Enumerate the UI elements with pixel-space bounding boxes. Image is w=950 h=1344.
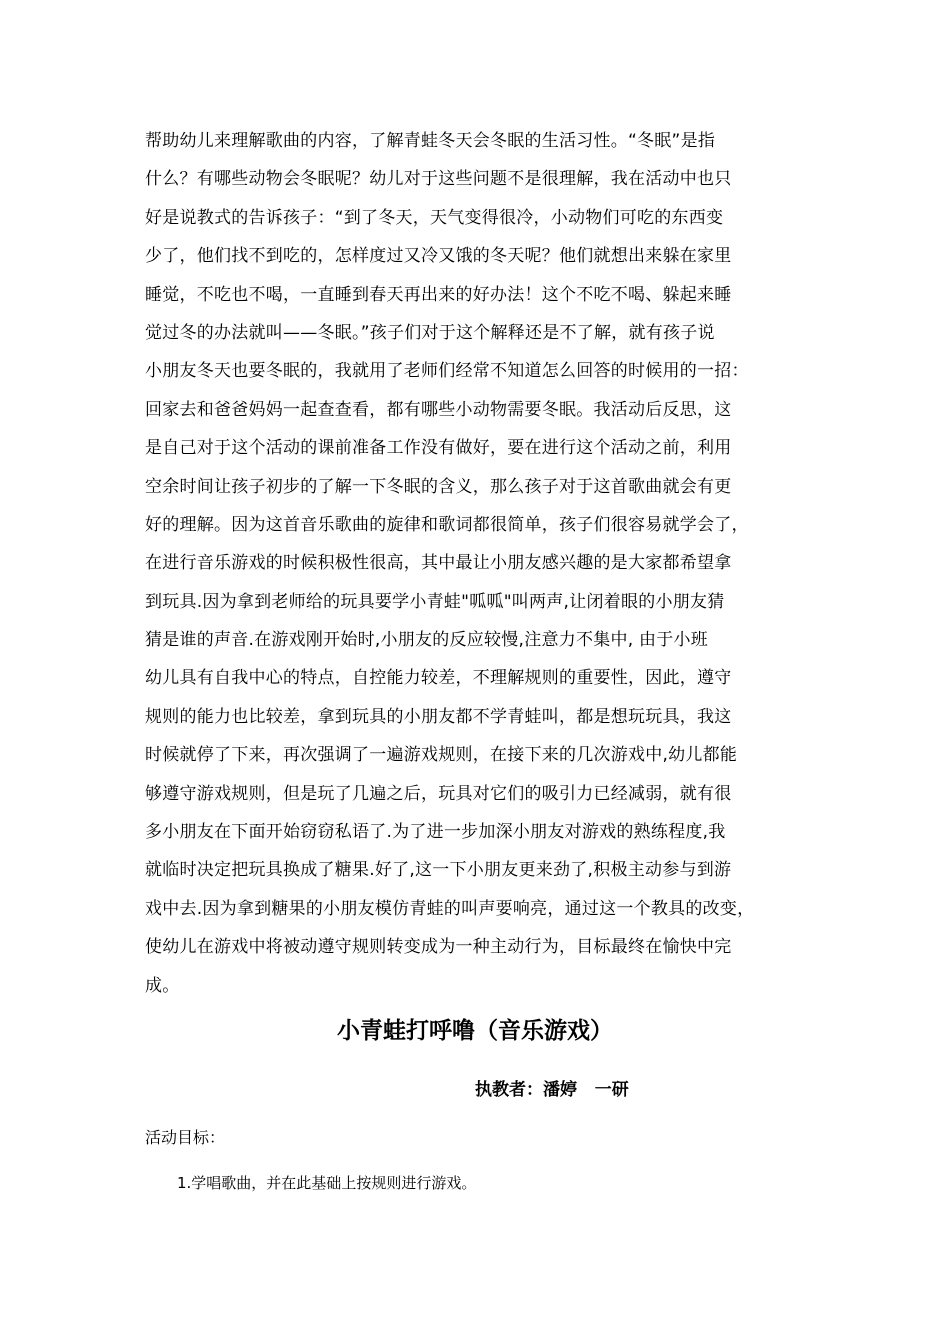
paragraph-line: 是自己对于这个活动的课前准备工作没有做好，要在进行这个活动之前，利用: [145, 438, 732, 459]
paragraph-line: 觉过冬的办法就叫——冬眠。”孩子们对于这个解释还是不了解，就有孩子说: [145, 322, 715, 343]
reflection-paragraph: [145, 122, 815, 1005]
paragraph-line: 戏中去.因为拿到糖果的小朋友模仿青蛙的叫声要响亮，通过这一个教具的改变，: [145, 898, 755, 919]
lesson-title: 小青蛙打呼噜（音乐游戏）: [337, 1018, 613, 1044]
goals-heading: 活动目标：: [145, 1128, 226, 1147]
paragraph-line: 幼儿具有自我中心的特点，自控能力较差，不理解规则的重要性，因此，遵守: [145, 668, 732, 689]
paragraph-line: 回家去和爸爸妈妈一起查查看，都有哪些小动物需要冬眠。我活动后反思，这: [145, 399, 732, 420]
paragraph-line: 成。: [145, 975, 180, 996]
paragraph-line: 在进行音乐游戏的时候积极性很高，其中最让小朋友感兴趣的是大家都希望拿: [145, 553, 732, 574]
paragraph-line: 小朋友冬天也要冬眠的，我就用了老师们经常不知道怎么回答的时候用的一招：: [145, 361, 749, 382]
paragraph-line: 规则的能力也比较差，拿到玩具的小朋友都不学青蛙叫，都是想玩玩具，我这: [145, 706, 732, 727]
paragraph-line: 使幼儿在游戏中将被动遵守规则转变成为一种主动行为，目标最终在愉快中完: [145, 937, 732, 958]
paragraph-line: 到玩具.因为拿到老师给的玩具要学小青蛙"呱呱"叫两声,让闭着眼的小朋友猜: [145, 591, 725, 612]
paragraph-line: 够遵守游戏规则，但是玩了几遍之后，玩具对它们的吸引力已经减弱，就有很: [145, 783, 732, 804]
paragraph-line: 好是说教式的告诉孩子：“到了冬天，天气变得很冷，小动物们可吃的东西变: [145, 207, 724, 228]
paragraph-line: 帮助幼儿来理解歌曲的内容，了解青蛙冬天会冬眠的生活习性。“冬眠”是指: [145, 131, 716, 151]
teacher-line: 执教者：潘婷 一研: [475, 1080, 629, 1100]
paragraph-line: 少了，他们找不到吃的，怎样度过又冷又饿的冬天呢？他们就想出来躲在家里: [145, 246, 732, 267]
paragraph-line: 空余时间让孩子初步的了解一下冬眠的含义，那么孩子对于这首歌曲就会有更: [145, 476, 732, 497]
paragraph-line: 好的理解。因为这首音乐歌曲的旋律和歌词都很简单，孩子们很容易就学会了，: [145, 514, 749, 535]
paragraph-line: 猜是谁的声音.在游戏刚开始时,小朋友的反应较慢,注意力不集中, 由于小班: [145, 630, 709, 651]
goal-item: 1.学唱歌曲，并在此基础上按规则进行游戏。: [177, 1174, 477, 1192]
paragraph-line: 睡觉，不吃也不喝，一直睡到春天再出来的好办法！这个不吃不喝、躲起来睡: [145, 284, 732, 305]
paragraph-line: 多小朋友在下面开始窃窃私语了.为了进一步加深小朋友对游戏的熟练程度,我: [145, 822, 726, 843]
paragraph-line: 什么？有哪些动物会冬眠呢？幼儿对于这些问题不是很理解，我在活动中也只: [145, 169, 732, 190]
paragraph-line: 就临时决定把玩具换成了糖果.好了,这一下小朋友更来劲了,积极主动参与到游: [145, 860, 732, 881]
paragraph-line: 时候就停了下来，再次强调了一遍游戏规则，在接下来的几次游戏中,幼儿都能: [145, 745, 738, 766]
